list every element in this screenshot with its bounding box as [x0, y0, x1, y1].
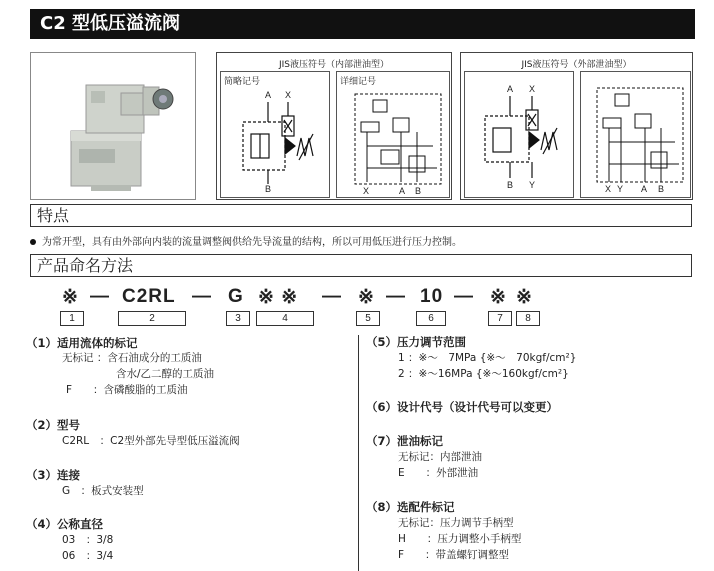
- simple-hydraulic-symbol: [221, 72, 331, 199]
- external-panel-title: JIS液压符号（外部泄油型）: [521, 60, 632, 70]
- port-b-label: B: [265, 184, 272, 194]
- s5-heading: （5）压力调节范围: [366, 335, 467, 349]
- s8-line-2: H ：压力调整小手柄型: [398, 533, 522, 545]
- ext-simple-symbol-box: [464, 71, 574, 198]
- s4-line-2: 06 ：3/4: [62, 550, 114, 562]
- code-dash-2: —: [192, 286, 212, 307]
- detail-port-a-label: A: [399, 186, 406, 196]
- features-heading: 特点: [30, 204, 692, 227]
- page-title: C2 型低压溢流阀: [30, 9, 695, 39]
- s3-line-1: G ：板式安装型: [62, 485, 144, 497]
- ext-detail-port-a-label: A: [641, 184, 648, 194]
- code-dash-5: —: [454, 286, 474, 307]
- code-box-1: 1: [60, 311, 84, 326]
- detail-port-x-label: X: [363, 186, 370, 196]
- code-part-6: 10: [420, 286, 444, 307]
- s1-line-3: F ：含磷酸脂的工质油: [66, 384, 188, 396]
- jis-external-panel: [460, 52, 693, 200]
- column-divider: [358, 335, 359, 571]
- code-dash-3: —: [322, 286, 342, 307]
- ext-port-a-label: A: [507, 84, 514, 94]
- code-part-3: G: [228, 286, 244, 307]
- s1-line-1: 无标记 ：含石油成分的工质油: [62, 352, 202, 364]
- features-bullet: [30, 233, 462, 248]
- s1-heading: （1）适用流体的标记: [26, 336, 138, 350]
- s2-heading: （2）型号: [26, 418, 81, 432]
- code-part-7: ※: [490, 287, 507, 308]
- s3-heading: （3）连接: [26, 468, 81, 482]
- code-part-5: ※: [358, 287, 375, 308]
- simple-symbol-box: [220, 71, 330, 198]
- detail-symbol-label: 详细记号: [340, 77, 377, 87]
- code-box-3: 3: [226, 311, 250, 326]
- ext-detail-port-y-label: Y: [617, 184, 624, 194]
- product-photo: [30, 52, 196, 200]
- port-x-label: X: [285, 90, 292, 100]
- s4-heading: （4）公称直径: [26, 517, 104, 531]
- features-bullet-text: 为常开型，具有由外部向内装的流量调整阀供给先导流量的结构，所以可用低压进行压力控制。: [42, 237, 462, 248]
- port-a-label: A: [265, 90, 272, 100]
- ext-detail-port-b-label: B: [658, 184, 665, 194]
- s2-line-1: C2RL ：C2型外部先导型低压溢流阀: [62, 435, 240, 447]
- s6-heading: （6）设计代号（设计代号可以变更）: [366, 400, 558, 414]
- ext-port-b-label: B: [507, 180, 514, 190]
- s7-heading: （7）泄油标记: [366, 434, 444, 448]
- code-box-4: 4: [256, 311, 314, 326]
- detail-symbol-box: [336, 71, 450, 198]
- code-box-6: 6: [416, 311, 446, 326]
- s5-line-1: 1 ：※～ 7MPa {※～ 70kgf/cm²}: [398, 352, 577, 364]
- ext-simple-hydraulic-symbol: [465, 72, 575, 199]
- code-part-8: ※: [516, 287, 533, 308]
- s7-line-1: 无标记：内部泄油: [398, 451, 482, 463]
- s5-line-2: 2 ：※～16MPa {※～160kgf/cm²}: [398, 368, 569, 380]
- code-dash-4: —: [386, 286, 406, 307]
- s8-line-3: F ：带盖螺钉调整型: [398, 549, 510, 561]
- ext-port-x-label: X: [529, 84, 536, 94]
- bullet-icon: [30, 239, 36, 245]
- detail-port-b-label: B: [415, 186, 422, 196]
- jis-internal-panel: [216, 52, 452, 200]
- ext-detail-hydraulic-symbol: [581, 72, 692, 199]
- code-part-4: ※ ※: [258, 287, 299, 308]
- s8-line-1: 无标记：压力调节手柄型: [398, 517, 514, 529]
- ext-detail-symbol-box: [580, 71, 691, 198]
- code-part-1: ※: [62, 287, 79, 308]
- internal-panel-title: JIS液压符号（内部泄油型）: [278, 60, 390, 70]
- code-box-7: 7: [488, 311, 512, 326]
- ext-detail-port-x-label: X: [605, 184, 612, 194]
- s8-heading: （8）选配件标记: [366, 500, 455, 514]
- code-part-2: C2RL: [122, 286, 176, 307]
- code-box-5: 5: [356, 311, 380, 326]
- code-dash-1: —: [90, 286, 110, 307]
- s7-line-2: E ：外部泄油: [398, 467, 479, 479]
- s1-line-2: 含水/乙二醇的工质油: [116, 368, 215, 380]
- code-box-8: 8: [516, 311, 540, 326]
- ext-port-y-label: Y: [529, 180, 536, 190]
- detail-hydraulic-symbol: [337, 72, 451, 199]
- s4-line-1: 03 ：3/8: [62, 534, 114, 546]
- code-box-2: 2: [118, 311, 186, 326]
- naming-heading: 产品命名方法: [30, 254, 692, 277]
- simple-symbol-label: 简略记号: [224, 77, 261, 87]
